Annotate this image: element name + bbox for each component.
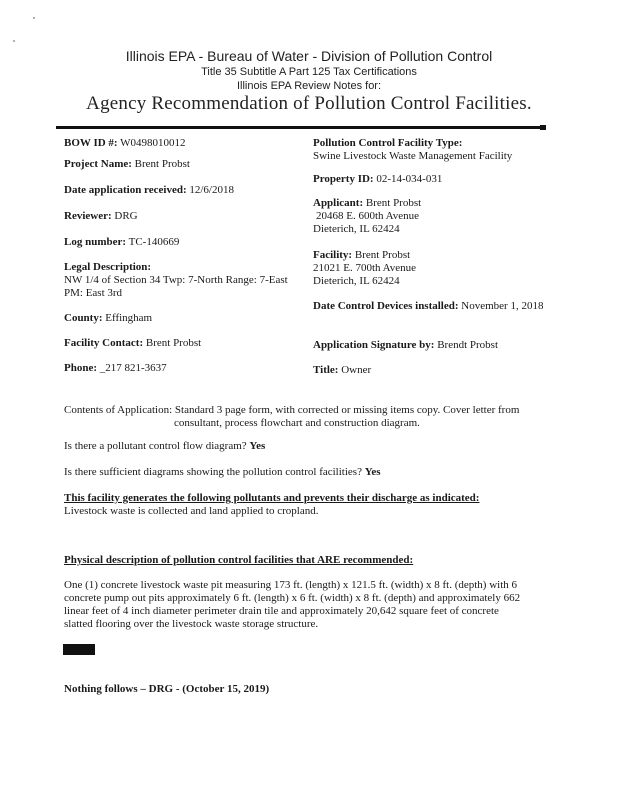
scan-speck	[33, 17, 35, 19]
facility-type-label: Pollution Control Facility Type:	[313, 137, 463, 149]
facility-type-value: Swine Livestock Waste Management Facility	[313, 150, 513, 162]
bow-id-field	[64, 137, 186, 150]
header-rule	[56, 126, 543, 129]
facility-type-field	[313, 137, 553, 163]
date-installed-value: November 1, 2018	[461, 300, 544, 312]
county-label: County:	[64, 312, 103, 324]
pollutants-text: Livestock waste is collected and land applied to cropland.	[64, 505, 319, 517]
redaction-bar	[63, 644, 95, 655]
phone-field	[64, 362, 167, 375]
signature-field	[313, 339, 498, 352]
header-agency: Illinois EPA - Bureau of Water - Division of Pollution Control	[125, 48, 493, 64]
signature-value: Brendt Probst	[437, 339, 498, 351]
legal-description-label: Legal Description:	[64, 261, 152, 273]
diagram-question	[64, 466, 381, 479]
flow-diagram-question	[64, 440, 265, 453]
signature-label: Application Signature by:	[313, 339, 435, 351]
facility-block	[313, 249, 533, 288]
date-received-value: 12/6/2018	[189, 184, 234, 196]
title-value: Owner	[341, 364, 372, 376]
facility-contact-field	[64, 337, 201, 350]
scan-speck	[13, 40, 15, 42]
applicant-city: Dieterich, IL 62424	[313, 223, 400, 235]
facility-label: Facility:	[313, 249, 353, 261]
phone-value: _217 821-3637	[99, 362, 167, 374]
county-value: Effingham	[105, 312, 153, 324]
applicant-street: 20468 E. 600th Avenue	[316, 210, 420, 222]
project-name-field	[64, 158, 190, 171]
log-number-label: Log number:	[64, 236, 127, 248]
bow-id-label: BOW ID #:	[64, 137, 118, 149]
title-field	[313, 364, 371, 377]
county-field	[64, 312, 152, 325]
date-received-label: Date application received:	[64, 184, 187, 196]
contents-of-application	[64, 404, 554, 430]
facility-street: 21021 E. 700th Avenue	[313, 262, 417, 274]
physical-description-text: One (1) concrete livestock waste pit measuring 173 ft. (length) x 121.5 ft. (width) x 8 ft. (depth) with 6 concrete pump out pits approximately 6 ft. (length) x 6 ft. (width) x 8 ft. (depth) and approximately 662 linear feet of 4 inch diameter perimeter drain tile and approximately 20,642 square feet of concrete slatted flooring over the livestock waste storage structure.	[64, 579, 521, 630]
contents-line-2: consultant, process flowchart and construction diagram.	[174, 417, 420, 429]
property-id-value: 02-14-034-031	[376, 173, 443, 185]
legal-description-value: NW 1/4 of Section 34 Twp: 7-North Range: 7-East PM: East 3rd	[64, 274, 288, 299]
log-number-value: TC-140669	[128, 236, 180, 248]
project-name-value: Brent Probst	[134, 158, 190, 170]
pollutants-heading: This facility generates the following pollutants and prevents their discharge as indicated:	[64, 492, 480, 504]
physical-description-heading-wrap	[64, 554, 554, 567]
applicant-label: Applicant:	[313, 197, 364, 209]
date-installed-field	[313, 300, 545, 313]
pollutants-section	[64, 492, 554, 518]
legal-description-field	[64, 261, 304, 300]
flow-answer: Yes	[249, 440, 266, 452]
facility-contact-value: Brent Probst	[145, 337, 202, 349]
property-id-label: Property ID:	[313, 173, 374, 185]
header-review-notes: Illinois EPA Review Notes for:	[236, 80, 382, 92]
page-title: Agency Recommendation of Pollution Control Facilities.	[86, 93, 532, 114]
property-id-field	[313, 173, 442, 186]
facility-city: Dieterich, IL 62424	[313, 275, 400, 287]
applicant-name: Brent Probst	[365, 197, 422, 209]
header-title-35: Title 35 Subtitle A Part 125 Tax Certifications	[201, 66, 417, 78]
date-installed-label: Date Control Devices installed:	[313, 300, 459, 312]
facility-contact-label: Facility Contact:	[64, 337, 144, 349]
footer-note: Nothing follows – DRG - (October 15, 2019)	[64, 683, 270, 695]
reviewer-field	[64, 210, 138, 223]
date-received-field	[64, 184, 234, 197]
applicant-block	[313, 197, 533, 236]
log-number-field	[64, 236, 179, 249]
facility-name: Brent Probst	[354, 249, 411, 261]
flow-question-text: Is there a pollutant control flow diagram?	[64, 440, 247, 452]
bow-id-value: W0498010012	[120, 137, 186, 149]
physical-heading: Physical description of pollution control facilities that ARE recommended:	[64, 554, 414, 566]
project-name-label: Project Name:	[64, 158, 132, 170]
diagram-question-text: Is there sufficient diagrams showing the pollution control facilities?	[64, 466, 362, 478]
title-label: Title:	[313, 364, 339, 376]
reviewer-label: Reviewer:	[64, 210, 112, 222]
phone-label: Phone:	[64, 362, 97, 374]
contents-line-1: Contents of Application: Standard 3 page form, with corrected or missing items copy. Cover letter from	[64, 404, 520, 416]
diagram-answer: Yes	[364, 466, 381, 478]
reviewer-value: DRG	[114, 210, 138, 222]
